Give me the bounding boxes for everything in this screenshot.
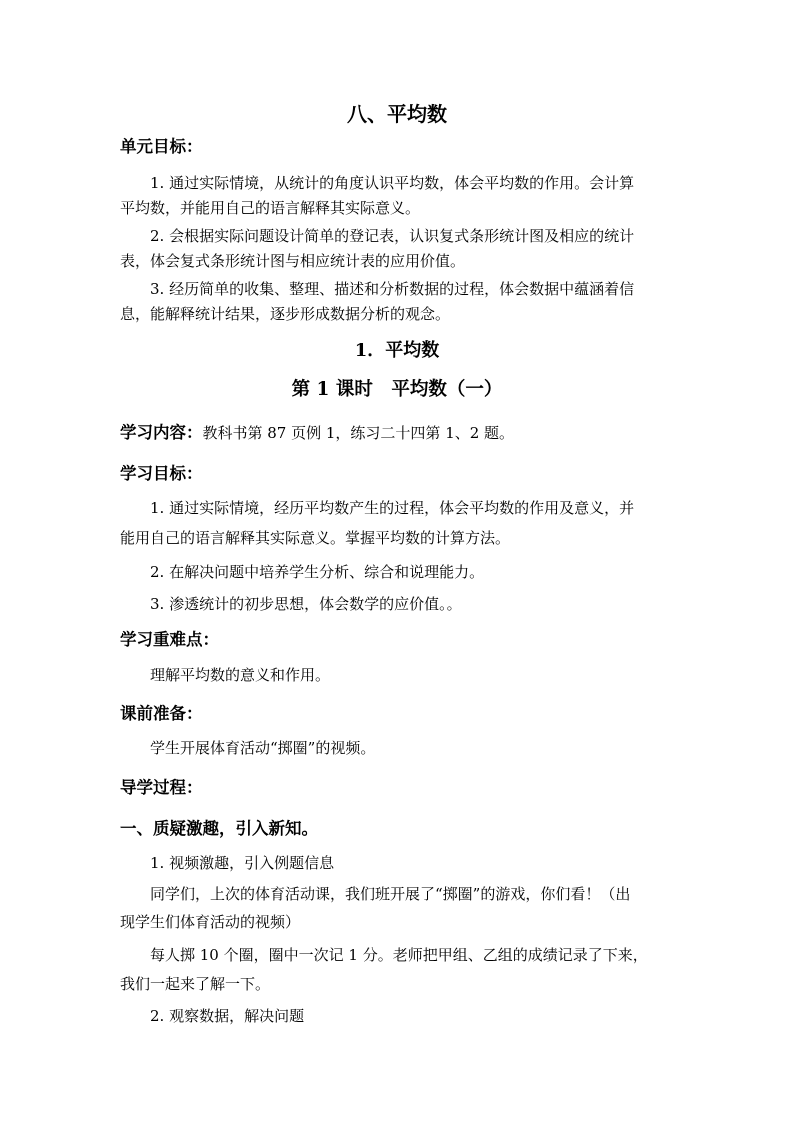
unit-goal-3-line-2: 息，能解释统计结果，逐步形成数据分析的观念。 — [120, 305, 451, 323]
learning-goal-3: 3. 渗透统计的初步思想，体会数学的应价值。。 — [150, 595, 462, 613]
lesson-title: 第 1 课时 平均数（一） — [291, 379, 503, 400]
part-one-paragraph-1-line-2: 现学生们体育活动的视频） — [120, 913, 301, 931]
preparation-text: 学生开展体育活动“掷圈”的视频。 — [150, 739, 376, 757]
unit-goal-2-line-2: 表，体会复式条形统计图与相应统计表的应用价值。 — [120, 252, 466, 270]
section-title: 1．平均数 — [354, 340, 440, 361]
key-points-heading: 学习重难点： — [120, 630, 219, 649]
part-one-paragraph-1-line-1: 同学们，上次的体育活动课，我们班开展了“掷圈”的游戏，你们看！（出 — [150, 885, 631, 903]
unit-goal-1-line-1: 1. 通过实际情境，从统计的角度认识平均数，体会平均数的作用。会计算 — [150, 174, 635, 192]
key-points-text: 理解平均数的意义和作用。 — [150, 666, 331, 684]
learning-goals-heading: 学习目标： — [120, 464, 203, 483]
unit-goals-heading: 单元目标： — [120, 137, 203, 156]
learning-goal-2: 2. 在解决问题中培养学生分析、综合和说理能力。 — [150, 563, 485, 581]
learning-goal-1-line-1: 1. 通过实际情境，经历平均数产生的过程，体会平均数的作用及意义，并 — [150, 499, 635, 517]
part-one-paragraph-2-line-1: 每人掷 10 个圈，圈中一次记 1 分。老师把甲组、乙组的成绩记录了下来， — [150, 946, 648, 964]
part-one-item-2: 2. 观察数据，解决问题 — [150, 1007, 305, 1025]
part-one-paragraph-2-line-2: 我们一起来了解一下。 — [120, 975, 271, 993]
preparation-heading: 课前准备： — [120, 704, 203, 723]
process-heading: 导学过程： — [120, 778, 203, 797]
unit-goal-2-line-1: 2. 会根据实际问题设计简单的登记表，认识复式条形统计图及相应的统计 — [150, 227, 635, 245]
main-title: 八、平均数 — [347, 102, 447, 126]
part-one-heading: 一、质疑激趣，引入新知。 — [120, 819, 318, 838]
unit-goal-1-line-2: 平均数，并能用自己的语言解释其实际意义。 — [120, 199, 421, 217]
learning-content-line — [120, 419, 674, 443]
part-one-item-1: 1. 视频激趣，引入例题信息 — [150, 854, 335, 872]
learning-goal-1-line-2: 能用自己的语言解释其实际意义。掌握平均数的计算方法。 — [120, 529, 511, 547]
learning-content-label: 学习内容： — [120, 423, 203, 442]
unit-goal-3-line-1: 3. 经历简单的收集、整理、描述和分析数据的过程，体会数据中蕴涵着信 — [150, 280, 635, 298]
learning-content-text: 教科书第 87 页例 1，练习二十四第 1、2 题。 — [202, 424, 515, 442]
